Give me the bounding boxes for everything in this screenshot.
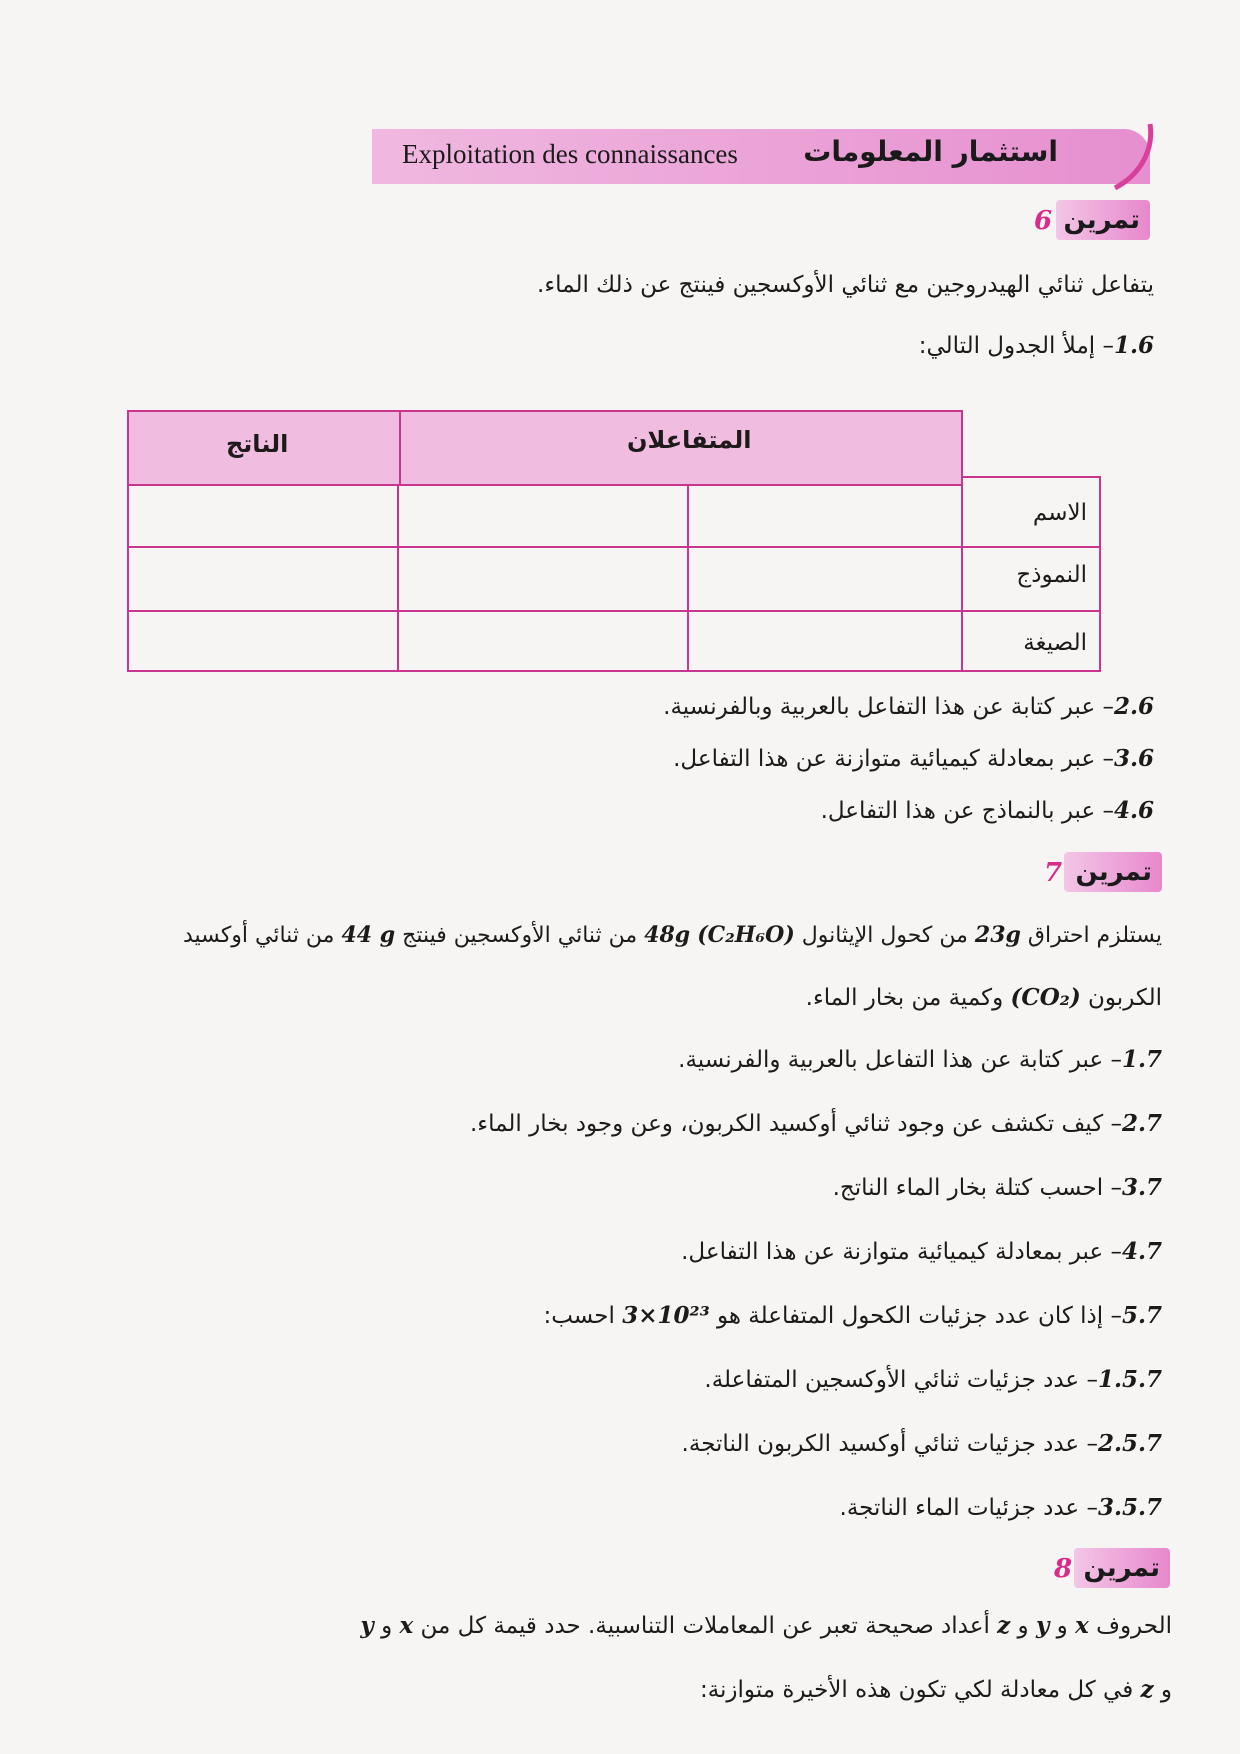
q-text: – إملأ الجدول التالي: (918, 333, 1114, 359)
text: و (1017, 1613, 1029, 1639)
row-label-cell-name (961, 476, 1101, 548)
q-text: – عبر بمعادلة كيميائية متوازنة عن هذا التفاعل. (673, 746, 1114, 772)
mass-ethanol: 23g (974, 922, 1021, 948)
exercise-6-number: 6 (1034, 206, 1053, 236)
ex6-q1 (919, 332, 1154, 359)
molecule-count: 3×10²³ (622, 1302, 710, 1329)
ex7-intro-line2 (806, 984, 1162, 1011)
ex7-q1 (678, 1046, 1162, 1073)
text: و (1160, 1677, 1172, 1703)
q-number: 1.6 (1113, 332, 1154, 359)
ex7-q5-2 (682, 1430, 1162, 1457)
exercise-word: تمرين (1075, 857, 1152, 887)
q-number: 3.6 (1113, 745, 1154, 772)
exercise-7-tag (1064, 852, 1162, 892)
cell-name-reactant-1[interactable] (397, 484, 689, 548)
ex6-q3 (673, 745, 1154, 772)
row-label-formula: الصيغة (1023, 630, 1087, 656)
q-number: 2.5.7 (1097, 1430, 1162, 1457)
exercise-word: تمرين (1063, 205, 1140, 235)
exercise-8-tag (1074, 1548, 1170, 1588)
cell-model-reactant-1[interactable] (397, 546, 689, 612)
text: يستلزم احتراق (1027, 923, 1162, 948)
q-text: – عبر بمعادلة كيميائية متوازنة عن هذا التفاعل. (681, 1239, 1122, 1265)
col-reactants: المتفاعلان (627, 426, 752, 454)
section-banner (372, 129, 1150, 184)
q-text: – كيف تكشف عن وجود ثنائي أوكسيد الكربون، وعن وجود بخار الماء. (469, 1111, 1122, 1137)
row-label-model: النموذج (1016, 562, 1087, 588)
row-label-cell-model (961, 546, 1101, 612)
cell-name-product[interactable] (127, 484, 399, 548)
q-text: – عبر كتابة عن هذا التفاعل بالعربية وبالفرنسية. (663, 694, 1114, 720)
ex7-q4 (681, 1238, 1162, 1265)
table-header (127, 410, 963, 486)
text: من كحول الإيثانول (801, 923, 968, 948)
cell-formula-reactant-1[interactable] (397, 610, 689, 672)
q-text: – عبر كتابة عن هذا التفاعل بالعربية والفرنسية. (678, 1047, 1122, 1073)
mass-oxygen: 48g (644, 922, 691, 948)
formula-ethanol: (C₂H₆O) (697, 922, 795, 948)
text: الحروف (1096, 1613, 1172, 1639)
text: من ثنائي الأوكسجين فينتج (402, 923, 638, 948)
q-text: – عدد جزئيات ثنائي الأوكسجين المتفاعلة. (704, 1367, 1098, 1393)
text: و (1056, 1613, 1068, 1639)
banner-swoosh-icon (1110, 120, 1160, 190)
text: وكمية من بخار الماء. (805, 985, 1004, 1011)
mass-co2: 44 g (341, 922, 396, 948)
cell-model-reactant-2[interactable] (687, 546, 963, 612)
exercise-7-number: 7 (1044, 858, 1063, 888)
cell-name-reactant-2[interactable] (687, 484, 963, 548)
q-number: 2.6 (1113, 693, 1154, 720)
text: من ثنائي أوكسيد (183, 923, 335, 948)
var-x: x (399, 1612, 414, 1639)
q-number: 4.7 (1121, 1238, 1162, 1265)
q-text: – عبر بالنماذج عن هذا التفاعل. (820, 798, 1114, 824)
text: في كل معادلة لكي تكون هذه الأخيرة متوازنة: (699, 1677, 1134, 1703)
var-x: x (1075, 1612, 1089, 1639)
q-number: 3.7 (1121, 1174, 1162, 1201)
q-text: – احسب كتلة بخار الماء الناتج. (832, 1175, 1122, 1201)
var-z: z (1140, 1676, 1154, 1703)
var-z: z (997, 1612, 1011, 1639)
ex6-q4 (821, 797, 1154, 824)
exercise-6-tag (1056, 200, 1150, 240)
cell-formula-reactant-2[interactable] (687, 610, 963, 672)
ex8-line2 (700, 1676, 1172, 1703)
var-y: y (360, 1612, 374, 1639)
ex7-q5-1 (704, 1366, 1162, 1393)
cell-formula-product[interactable] (127, 610, 399, 672)
ex6-intro: يتفاعل ثنائي الهيدروجين مع ثنائي الأوكسجين فينتج عن ذلك الماء. (537, 272, 1154, 298)
ex8-line1 (360, 1612, 1172, 1639)
col-product: الناتج (226, 430, 289, 458)
table-grid (127, 484, 1101, 672)
text: الكربون (1088, 985, 1162, 1011)
formula-co2: (CO₂) (1010, 984, 1081, 1011)
var-y: y (1035, 1612, 1050, 1639)
q-text: – عدد جزئيات ثنائي أوكسيد الكربون الناتجة. (681, 1431, 1098, 1457)
exercise-word: تمرين (1083, 1553, 1160, 1583)
banner-title-fr: Exploitation des connaissances (402, 139, 738, 169)
ex7-q3 (833, 1174, 1162, 1201)
q-text: احسب: (543, 1303, 615, 1329)
ex7-q2 (470, 1110, 1162, 1137)
q-text: – عدد جزئيات الماء الناتجة. (839, 1495, 1098, 1521)
q-number: 5.7 (1121, 1302, 1162, 1329)
q-number: 4.6 (1113, 797, 1154, 824)
ex7-q5-3 (840, 1494, 1162, 1521)
q-number: 1.5.7 (1097, 1366, 1162, 1393)
q-number: 3.5.7 (1097, 1494, 1162, 1521)
row-label-name: الاسم (1032, 500, 1087, 526)
q-number: 2.7 (1121, 1110, 1162, 1137)
row-label-cell-formula (961, 610, 1101, 672)
ex6-q2 (663, 693, 1154, 720)
exercise-8-number: 8 (1054, 1554, 1073, 1584)
q-text: – إذا كان عدد جزئيات الكحول المتفاعلة هو (716, 1303, 1122, 1329)
text: و (381, 1613, 393, 1639)
banner-title-ar: استثمار المعلومات (803, 135, 1058, 168)
q-number: 1.7 (1121, 1046, 1162, 1073)
ex7-intro-line1 (183, 922, 1162, 948)
cell-model-product[interactable] (127, 546, 399, 612)
ex7-q5 (543, 1302, 1162, 1329)
table-header-divider (399, 412, 401, 484)
text: أعداد صحيحة تعبر عن المعاملات التناسبية. حدد قيمة كل من (420, 1613, 990, 1639)
